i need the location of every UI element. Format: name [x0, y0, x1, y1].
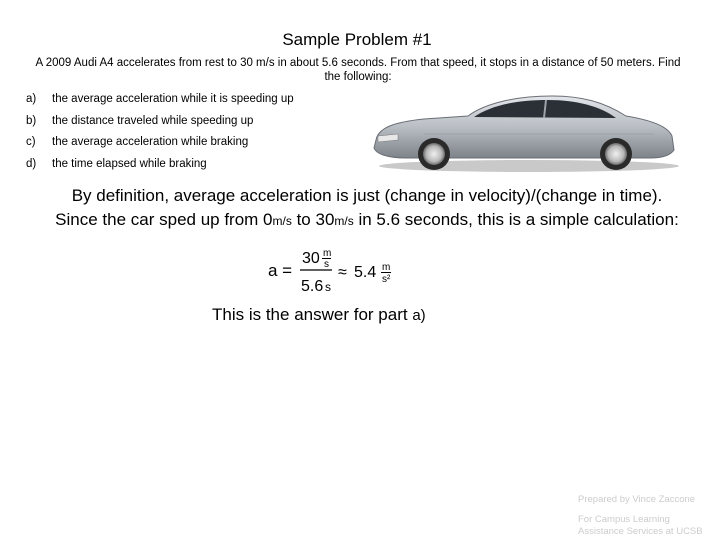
- problem-statement: A 2009 Audi A4 accelerates from rest to 30 m/s in about 5.6 seconds. From that speed, it stops in a distance of 50 meters. Find the following:: [35, 57, 681, 83]
- explanation-line-1: By definition, average acceleration is just (change in velocity)/(change in time).: [71, 186, 663, 205]
- acceleration-formula: [268, 246, 408, 296]
- part-text: the time elapsed while braking: [52, 158, 207, 170]
- unit-label: m/s: [272, 214, 292, 228]
- page-title: Sample Problem #1: [282, 30, 432, 49]
- formula-result-unit-top: m: [382, 262, 391, 273]
- part-letter: c): [26, 136, 36, 148]
- part-text: the distance traveled while speeding up: [52, 115, 254, 127]
- unit-label: m/s: [334, 214, 354, 228]
- answer-part: a): [412, 307, 426, 324]
- formula-approx: ≈: [338, 264, 347, 281]
- explanation: [0, 184, 720, 233]
- footer-org-line-1: For Campus Learning: [578, 514, 670, 525]
- formula-denominator-value: 5.6: [301, 278, 324, 295]
- formula-denominator-unit: s: [325, 280, 331, 294]
- part-text: the average acceleration while it is speeding up: [52, 93, 294, 105]
- answer-note: This is the answer for part a): [212, 305, 426, 324]
- part-letter: b): [26, 115, 37, 127]
- formula-result-value: 5.4: [354, 264, 377, 281]
- footer-org-line-2: Assistance Services at UCSB: [578, 526, 703, 537]
- explanation-line-2: Since the car sped up from 0m/s to 30m/s in 5.6 seconds, this is a simple calculation:: [55, 210, 679, 229]
- formula-numerator-unit-bottom: s: [324, 259, 329, 270]
- formula-numerator-value: 30: [302, 250, 320, 267]
- part-text: the average acceleration while braking: [52, 136, 249, 148]
- formula-result-unit-bottom: s²: [382, 274, 391, 285]
- formula-numerator-unit-top: m: [323, 248, 332, 259]
- part-letter: a): [26, 93, 37, 105]
- car-image: [364, 90, 682, 174]
- footer-credit: Prepared by Vince Zaccone: [578, 494, 696, 505]
- formula-lhs: a =: [268, 261, 293, 280]
- part-letter: d): [26, 158, 37, 170]
